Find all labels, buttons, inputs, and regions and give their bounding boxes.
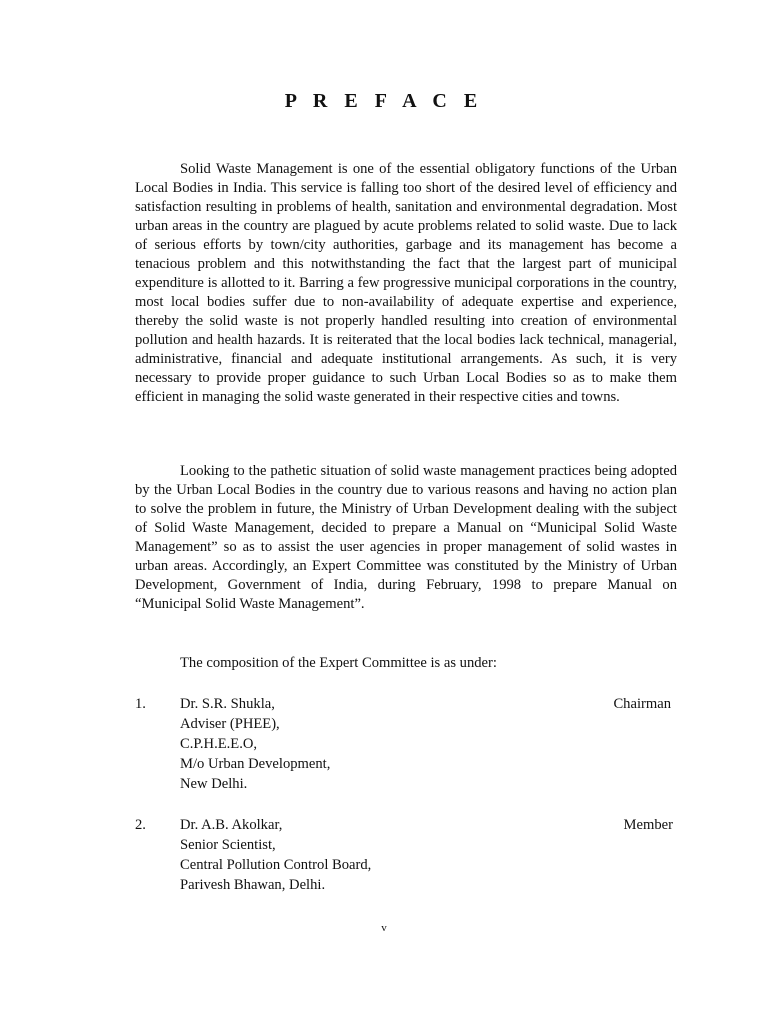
member-number: 1.: [135, 696, 146, 712]
member-location: New Delhi.: [180, 776, 248, 792]
member-organization: Central Pollution Control Board,: [180, 857, 372, 873]
paragraph-intro: Solid Waste Management is one of the essential obligatory functions of the Urban Local Bodies in India. This service is falling too short of the desired level of efficiency and satisfaction resulting in problems of health, sanitation and environmental degradation. Most urban areas in the country are plagued by acute problems related to solid waste. Due to lack of serious efforts by town/city authorities, garbage and its management has become a tenacious problem and this notwithstanding the fact that the largest part of municipal expenditure is allotted to it. Barring a few progressive municipal corporations in the country, most local bodies suffer due to non-availability of adequate expertise and experience, thereby the solid waste is not properly handled resulting into creation of environmental pollution and health hazards. It is reiterated that the local bodies lack technical, managerial, administrative, financial and adequate institutional arrangements. As such, it is very necessary to provide proper guidance to such Urban Local Bodies so as to make them efficient in managing the solid waste generated in their respective cities and towns.: [135, 161, 677, 405]
member-details: [180, 815, 371, 895]
member-role: Member: [623, 817, 673, 833]
member-number: 2.: [135, 817, 146, 833]
member-designation: Adviser (PHEE),: [180, 716, 280, 732]
page-title: P R E F A C E: [284, 90, 484, 112]
paragraph-committee-formation: Looking to the pathetic situation of solid waste management practices being adopted by the Urban Local Bodies in the country due to various reasons and having no action plan to solve the problem in future, the Ministry of Urban Development dealing with the subject of Solid Waste Management, decided to prepare a Manual on “Municipal Solid Waste Management” so as to assist the user agencies in proper management of solid wastes in urban areas. Accordingly, an Expert Committee was constituted by the Ministry of Urban Development, Government of India, during February, 1998 to prepare Manual on “Municipal Solid Waste Management”.: [135, 463, 677, 612]
paragraph-composition: The composition of the Expert Committee is as under:: [180, 655, 497, 671]
member-organization: C.P.H.E.E.O,: [180, 736, 258, 752]
member-role: Chairman: [613, 696, 671, 712]
member-name: Dr. A.B. Akolkar,: [180, 817, 283, 833]
member-details: [180, 694, 330, 794]
member-ministry: M/o Urban Development,: [180, 756, 331, 772]
member-name: Dr. S.R. Shukla,: [180, 696, 275, 712]
member-location: Parivesh Bhawan, Delhi.: [180, 877, 326, 893]
member-designation: Senior Scientist,: [180, 837, 276, 853]
page-number: v: [381, 922, 387, 934]
